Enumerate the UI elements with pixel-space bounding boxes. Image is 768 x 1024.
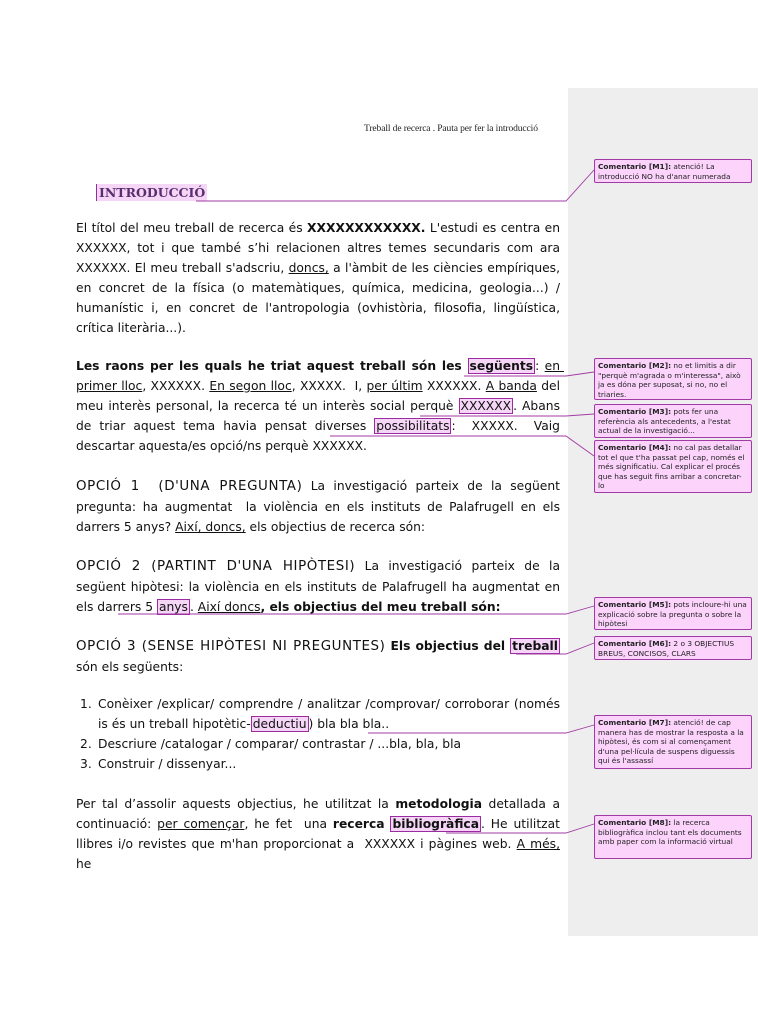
text-run: , XXXXXX. bbox=[142, 379, 210, 393]
text-run: XXXXXXXXXXXX. bbox=[307, 221, 426, 235]
text-run: a l'àmbit de les ciències empíriques, en concret de la física (o matemàtiques, química, medicina, geologia...) / humanístic i, en concret de l'antropologia (ovhistòria, filosofia, lingüística, crítica literària...). bbox=[76, 261, 564, 335]
comment-anchor-m4[interactable]: possibilitats bbox=[376, 419, 450, 433]
comment-balloon-m7[interactable] bbox=[594, 715, 752, 769]
connector-highlight: Així doncs bbox=[197, 600, 261, 614]
comment-text: pots fer una referència als antecedents, a l'estat actual de la investigació... bbox=[598, 407, 731, 436]
text-run: Els objectius del bbox=[385, 639, 511, 653]
text-run: Conèixer /explicar/ comprendre / analitzar /comprovar/ corroborar (només is és un treball hipotètic- bbox=[98, 697, 560, 731]
list-item bbox=[76, 734, 560, 754]
text-run: del meu interès personal, la recerca té un interès social perquè bbox=[76, 379, 564, 413]
text-run: XXXXXX. bbox=[422, 379, 486, 393]
comment-balloon-m2[interactable] bbox=[594, 358, 752, 400]
text-run: metodologia bbox=[395, 797, 483, 811]
text-run: . bbox=[189, 600, 198, 614]
option-heading: OPCIÓ 2 (PARTINT D'UNA HIPÒTESI) bbox=[76, 559, 356, 574]
comment-text: no et limitis a dir "perquè m'agrada o m'interessa", això ja es dóna per suposat, si no, no el triaries. bbox=[598, 361, 741, 399]
connector-highlight: A més, bbox=[516, 837, 560, 851]
text-run: , els objectius del meu treball són: bbox=[260, 600, 501, 614]
option-heading: OPCIÓ 3 (SENSE HIPÒTESI NI PREGUNTES) bbox=[76, 639, 386, 654]
list-number: 2. bbox=[80, 737, 92, 751]
comment-anchor-m3[interactable]: XXXXXX bbox=[460, 399, 512, 413]
text-run: ) bla bla bla.. bbox=[308, 717, 390, 731]
comment-balloon-m6[interactable] bbox=[594, 636, 752, 660]
comment-balloon-m5[interactable] bbox=[594, 597, 752, 630]
paragraph-intro bbox=[76, 218, 564, 338]
comment-anchor-m5[interactable]: anys bbox=[158, 600, 188, 614]
text-run: . Abans de triar aquest tema havia pensat diverses bbox=[76, 399, 564, 433]
comment-balloon-m3[interactable] bbox=[594, 404, 752, 438]
text-run: , XXXXX. I, bbox=[291, 379, 367, 393]
paragraph-methodology bbox=[76, 794, 564, 874]
paragraph-option-2 bbox=[76, 556, 564, 617]
list-item bbox=[76, 694, 560, 734]
text-run: . He utilitzat llibres i/o revistes que m'han proporcionat a XXXXXX i pàgines web. bbox=[76, 817, 564, 851]
text-run: Construir / dissenyar... bbox=[98, 757, 237, 771]
text-run: els objectius de recerca són: bbox=[245, 520, 426, 534]
connector-highlight: en primer lloc bbox=[76, 359, 564, 393]
connector-highlight: A banda bbox=[485, 379, 537, 393]
comment-margin-panel bbox=[568, 88, 758, 936]
comment-label: Comentario [M2]: bbox=[598, 361, 672, 370]
text-run: Descriure /catalogar / comparar/ contrastar / ...bla, bla, bla bbox=[98, 737, 462, 751]
comment-balloon-m1[interactable] bbox=[594, 159, 752, 183]
comment-anchor-m8[interactable]: bibliogràfica bbox=[392, 817, 480, 831]
comment-balloon-m4[interactable] bbox=[594, 440, 752, 493]
comment-text: atenció! La introducció NO ha d'anar numerada bbox=[598, 162, 731, 181]
text-run: : XXXXX. Vaig descartar aquesta/es opció/ns perquè XXXXXX. bbox=[76, 419, 564, 453]
comment-text: 2 o 3 OBJECTIUS BREUS, CONCISOS, CLARS bbox=[598, 639, 735, 658]
connector-line-m1 bbox=[196, 170, 594, 201]
text-run: : bbox=[535, 359, 545, 373]
connector-highlight: doncs, bbox=[288, 261, 329, 275]
text-run: Les raons per les quals he triat aquest treball són les bbox=[76, 359, 468, 373]
list-item bbox=[76, 754, 560, 774]
connector-highlight: per últim bbox=[366, 379, 423, 393]
text-run: La investigació parteix de la següent hipòtesi: la violència en els instituts de Palafrugell ha augmentat en els darrers 5 bbox=[76, 559, 564, 614]
paragraph-reasons bbox=[76, 356, 564, 456]
comment-label: Comentario [M6]: bbox=[598, 639, 672, 648]
text-run: La investigació parteix de la següent pregunta: ha augmentat la violència en els instituts de Palafrugell en els darrers 5 anys? bbox=[76, 479, 564, 534]
section-title: INTRODUCCIÓ bbox=[96, 184, 207, 201]
page-header: Treball de recerca . Pauta per fer la introducció bbox=[364, 124, 538, 134]
comment-anchor-m2[interactable]: següents bbox=[469, 359, 534, 373]
connector-highlight: per començar bbox=[157, 817, 245, 831]
list-number: 1. bbox=[80, 697, 92, 711]
paragraph-option-1 bbox=[76, 476, 564, 537]
comment-label: Comentario [M1]: bbox=[598, 162, 672, 171]
objectives-list bbox=[76, 694, 560, 774]
connector-highlight: Així, doncs, bbox=[175, 520, 246, 534]
comment-label: Comentario [M5]: bbox=[598, 600, 672, 609]
text-run: són els següents: bbox=[76, 639, 564, 674]
text-run: El títol del meu treball de recerca és bbox=[76, 221, 308, 235]
comment-text: atenció! de cap manera has de mostrar la resposta a la hipòtesi, és com si al començament d'una pel·lícula de suspens diguessis qui és l'assassí bbox=[598, 718, 744, 766]
comment-text: no cal pas detallar tot el que t'ha passat pel cap, només el més significatiu. Cal explicar el procés que has seguit fins arribar a concretar-lo bbox=[598, 443, 745, 491]
comment-anchor-m6[interactable]: treball bbox=[512, 639, 558, 653]
connector-highlight: En segon lloc bbox=[209, 379, 292, 393]
comment-balloon-m8[interactable] bbox=[594, 815, 752, 859]
list-number: 3. bbox=[80, 757, 92, 771]
comment-text: pots incloure-hi una explicació sobre la pregunta o sobre la hipòtesi bbox=[598, 600, 747, 629]
option-heading: OPCIÓ 1 (D'UNA PREGUNTA) bbox=[76, 479, 303, 494]
text-run: , he fet una bbox=[244, 817, 333, 831]
comment-label: Comentario [M7]: bbox=[598, 718, 672, 727]
comment-text: la recerca bibliogràfica inclou tant els documents amb paper com la informació virtual bbox=[598, 818, 742, 847]
text-run: recerca bbox=[332, 817, 385, 831]
text-run: detallada a continuació: bbox=[76, 797, 564, 831]
text-run: Per tal d’assolir aquests objectius, he utilitzat la bbox=[76, 797, 396, 811]
comment-label: Comentario [M4]: bbox=[598, 443, 672, 452]
comment-label: Comentario [M8]: bbox=[598, 818, 672, 827]
comment-anchor-m7[interactable]: deductiu bbox=[252, 717, 307, 731]
text-run: he bbox=[76, 837, 564, 871]
comment-label: Comentario [M3]: bbox=[598, 407, 672, 416]
text-run: L'estudi es centra en XXXXXX, tot i que també s’hi relacionen altres temes secundaris com ara XXXXXX. El meu treball s'adscriu, bbox=[76, 221, 564, 275]
paragraph-option-3 bbox=[76, 636, 564, 677]
